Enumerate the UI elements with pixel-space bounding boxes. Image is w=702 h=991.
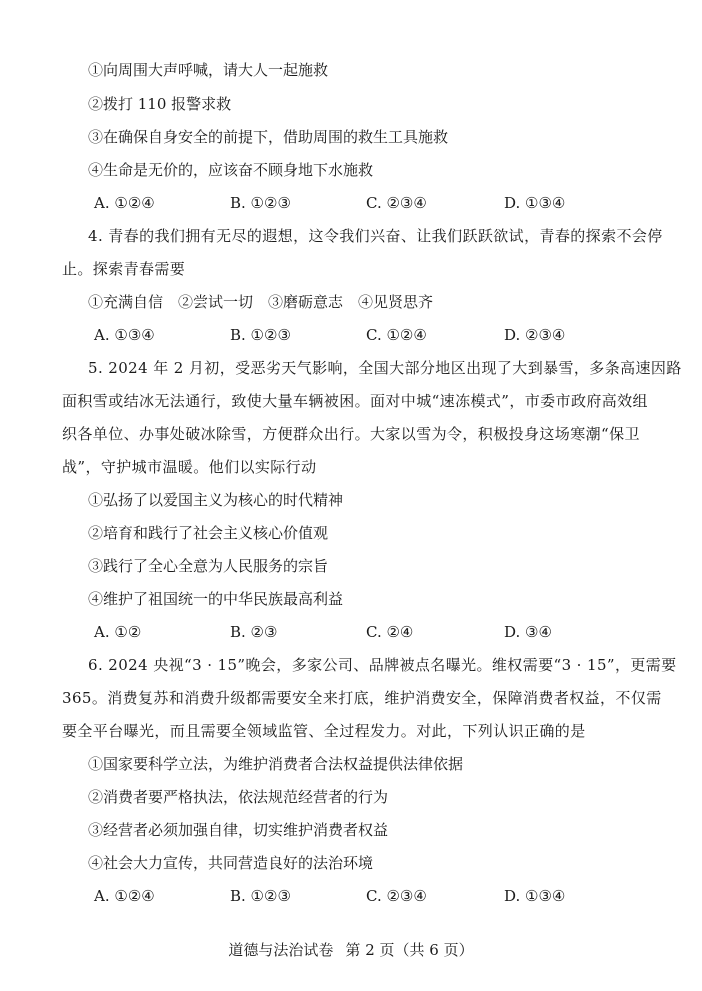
q5-stem-line-1: 5. 2024 年 2 月初，受恶劣天气影响，全国大部分地区出现了大到暴雪，多条高速因路 <box>88 359 682 377</box>
q3-option-3: ③在确保自身安全的前提下，借助周围的救生工具施救 <box>88 128 449 146</box>
q6-stem-line-3: 要全平台曝光，而且需要全领域监管、全过程发力。对此，下列认识正确的是 <box>62 722 586 740</box>
q5-stem-line-4: 战”，守护城市温暖。他们以实际行动 <box>62 458 317 476</box>
q5-stem-line-2: 面积雪或结冰无法通行，致使大量车辆被困。面对中城“速冻模式”，市委市政府高效组 <box>62 392 648 410</box>
q4-answer-c: C. ①②④ <box>366 326 427 344</box>
q3-option-2: ②拨打 110 报警求救 <box>88 95 232 113</box>
q4-stem-line-2: 止。探索青春需要 <box>62 260 186 278</box>
footer-subject: 道德与法治试卷 <box>228 941 334 959</box>
q3-answer-b: B. ①②③ <box>230 194 291 212</box>
q6-stem-line-1: 6. 2024 央视“3 · 15”晚会，多家公司、品牌被点名曝光。维权需要“3 · 15”，更需要 <box>88 656 677 674</box>
q6-option-2: ②消费者要严格执法，依法规范经营者的行为 <box>88 788 389 806</box>
q5-option-2: ②培育和践行了社会主义核心价值观 <box>88 524 329 542</box>
q3-answer-d: D. ①③④ <box>504 194 566 212</box>
q6-answer-choices <box>94 886 654 906</box>
q5-answer-choices <box>94 622 654 642</box>
q6-answer-c: C. ②③④ <box>366 887 427 905</box>
q6-option-4: ④社会大力宣传，共同营造良好的法治环境 <box>88 854 374 872</box>
q5-stem-line-3: 织各单位、办事处破冰除雪，方便群众出行。大家以雪为令，积极投身这场寒潮“保卫 <box>62 425 640 443</box>
q6-answer-d: D. ①③④ <box>504 887 566 905</box>
q4-options: ①充满自信 ②尝试一切 ③磨砺意志 ④见贤思齐 <box>88 293 434 311</box>
q6-answer-b: B. ①②③ <box>230 887 291 905</box>
q4-answer-choices <box>94 325 654 345</box>
q3-option-4: ④生命是无价的，应该奋不顾身地下水施救 <box>88 161 374 179</box>
q4-stem-line-1: 4. 青春的我们拥有无尽的遐想，这令我们兴奋、让我们跃跃欲试，青春的探索不会停 <box>88 227 663 245</box>
q5-option-1: ①弘扬了以爱国主义为核心的时代精神 <box>88 491 344 509</box>
q3-option-1: ①向周围大声呼喊，请大人一起施救 <box>88 61 329 79</box>
page-footer <box>0 940 702 960</box>
q6-stem-line-2: 365。消费复苏和消费升级都需要安全来打底，维护消费安全，保障消费者权益，不仅需 <box>62 689 662 707</box>
q4-answer-d: D. ②③④ <box>504 326 566 344</box>
q5-answer-a: A. ①② <box>94 623 142 641</box>
q6-answer-a: A. ①②④ <box>94 887 155 905</box>
q4-answer-a: A. ①③④ <box>94 326 155 344</box>
q5-answer-c: C. ②④ <box>366 623 414 641</box>
q5-option-3: ③践行了全心全意为人民服务的宗旨 <box>88 557 329 575</box>
q3-answer-choices <box>94 193 654 213</box>
q6-option-3: ③经营者必须加强自律，切实维护消费者权益 <box>88 821 389 839</box>
q5-answer-d: D. ③④ <box>504 623 552 641</box>
q4-answer-b: B. ①②③ <box>230 326 291 344</box>
footer-page-number: 第 2 页（共 6 页） <box>345 941 474 959</box>
q5-option-4: ④维护了祖国统一的中华民族最高利益 <box>88 590 344 608</box>
q6-option-1: ①国家要科学立法，为维护消费者合法权益提供法律依据 <box>88 755 464 773</box>
q3-answer-c: C. ②③④ <box>366 194 427 212</box>
q3-answer-a: A. ①②④ <box>94 194 155 212</box>
q5-answer-b: B. ②③ <box>230 623 278 641</box>
